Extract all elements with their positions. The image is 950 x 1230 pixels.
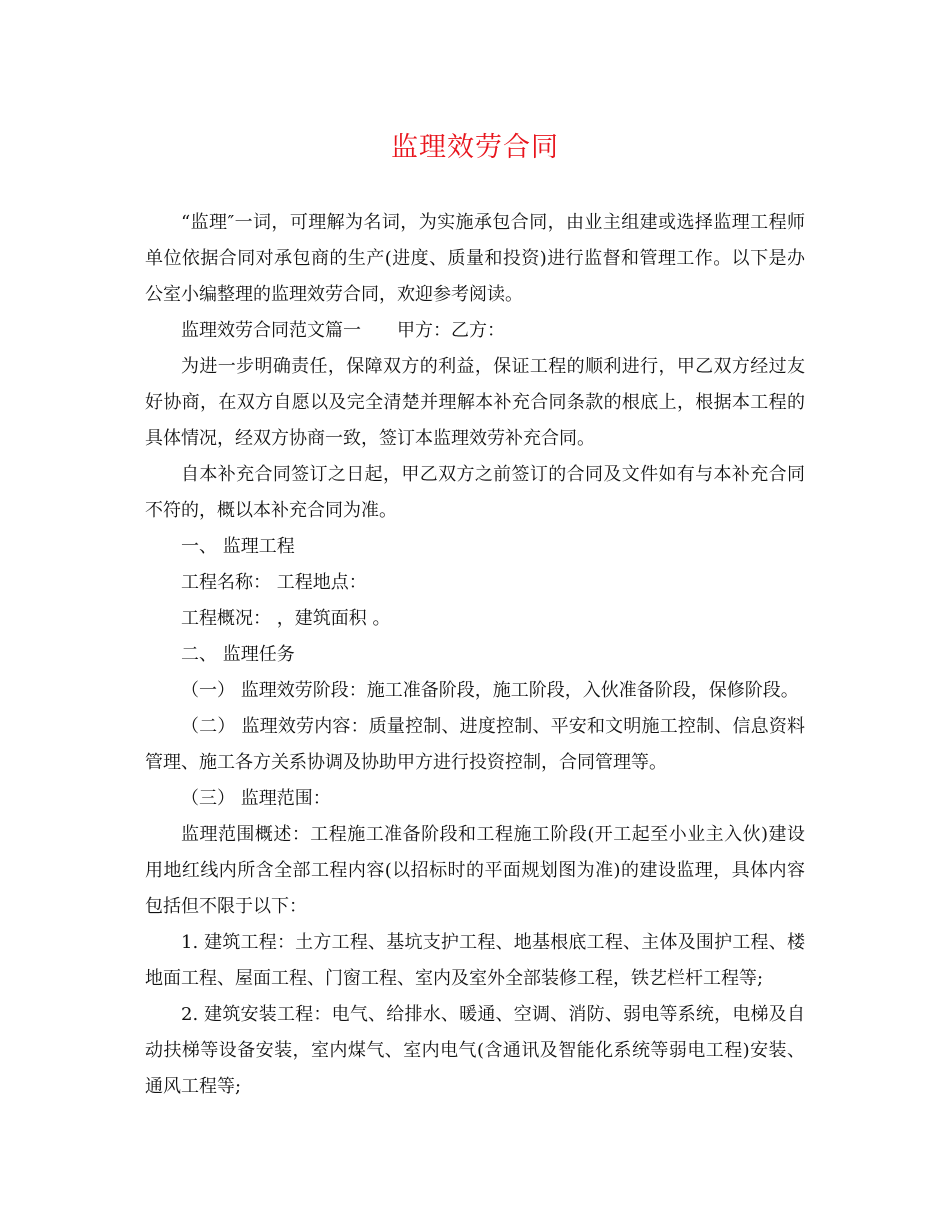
paragraph-scope-heading: （三） 监理范围： [181,788,331,809]
list-item-installation-works: 2. 建筑安装工程：电气、给排水、暖通、空调、消防、弱电等系统，电梯及自动扶梯等设备安装，室内煤气、室内电气(含通讯及智能化系统等弱电工程)安装、通风工程等; [145,1004,805,1097]
section-heading-tasks: 二、 监理任务 [181,644,295,665]
paragraph-intro: “监理″一词，可理解为名词，为实施承包合同，由业主组建或选择监理工程师单位依据合同对承包商的生产(进度、质量和投资)进行监督和管理工作。以下是办公室小编整理的监理效劳合同，欢迎参考阅读。 [145,212,805,305]
paragraph-sample-header: 监理效劳合同范文篇一 甲方：乙方： [181,320,505,341]
paragraph-scope-overview: 监理范围概述：工程施工准备阶段和工程施工阶段(开工起至小业主入伙)建设用地红线内所含全部工程内容(以招标时的平面规划图为准)的建设监理，具体内容包括但不限于以下： [145,824,805,917]
document-title: 监理效劳合同 [391,132,559,163]
paragraph-purpose: 为进一步明确责任，保障双方的利益，保证工程的顺利进行，甲乙双方经过友好协商，在双方自愿以及完全清楚并理解本补充合同条款的根底上，根据本工程的具体情况，经双方协商一致，签订本监理效劳补充合同。 [145,356,805,449]
paragraph-service-stages: （一） 监理效劳阶段：施工准备阶段，施工阶段，入伙准备阶段，保修阶段。 [181,680,799,701]
list-item-building-works: 1. 建筑工程：土方工程、基坑支护工程、地基根底工程、主体及围护工程、楼地面工程、屋面工程、门窗工程、室内及室外全部装修工程，铁艺栏杆工程等; [145,932,805,989]
paragraph-precedence: 自本补充合同签订之日起，甲乙双方之前签订的合同及文件如有与本补充合同不符的，概以本补充合同为准。 [145,464,805,521]
document-body [145,205,805,1105]
paragraph-project-overview: 工程概况： ，建筑面积 。 [181,608,391,629]
paragraph-project-name: 工程名称： 工程地点： [181,572,367,593]
paragraph-service-content: （二） 监理效劳内容：质量控制、进度控制、平安和文明施工控制、信息资料管理、施工各方关系协调及协助甲方进行投资控制，合同管理等。 [145,716,805,773]
section-heading-project: 一、 监理工程 [181,536,295,557]
